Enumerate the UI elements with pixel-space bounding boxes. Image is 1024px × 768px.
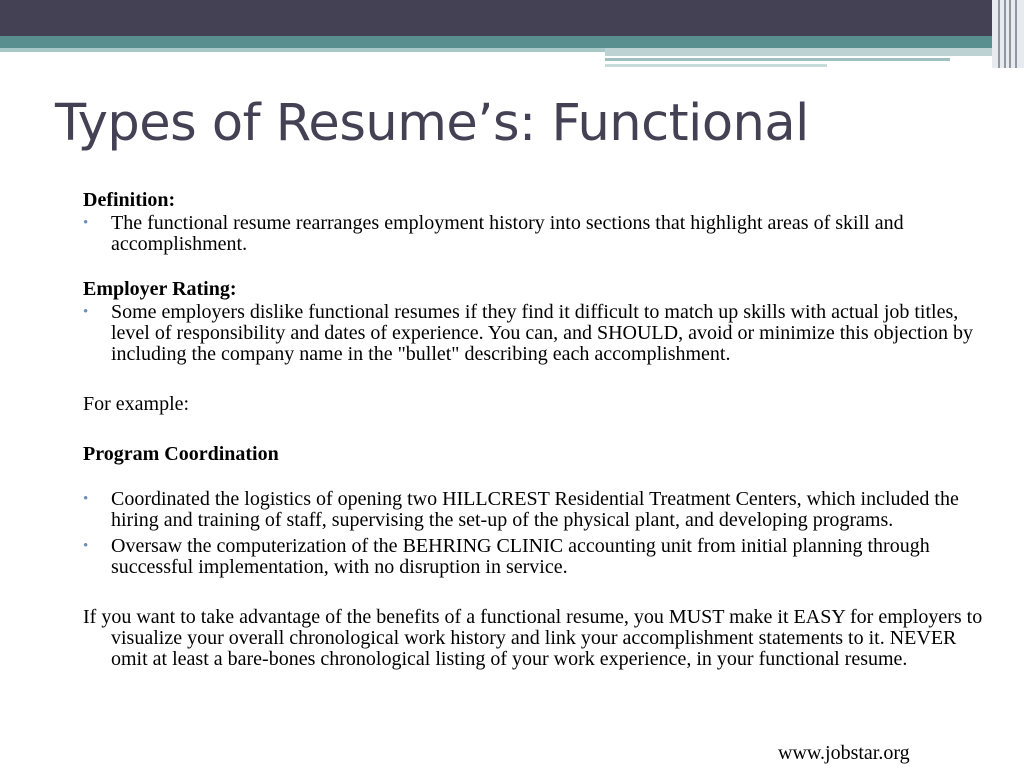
rating-bullet [83, 302, 983, 365]
slide-title: Types of Resume’s: Functional [55, 94, 809, 153]
rating-list [83, 302, 983, 365]
bullet-icon: • [83, 491, 89, 507]
header-band-light [0, 48, 605, 52]
bullet-icon: • [83, 538, 89, 554]
definition-bullet-text: The functional resume rearranges employment history into sections that highlight areas of skill and accomplishment. [111, 212, 904, 255]
slide-body [83, 190, 983, 670]
bullet-icon: • [83, 215, 89, 231]
program-list [83, 489, 983, 578]
header-band-dark [0, 0, 1024, 36]
closing-paragraph: If you want to take advantage of the benefits of a functional resume, you MUST make it EASY for employers to visualize your overall chronological work history and link your accomplishment statements to it. NEVER omit at least a bare-bones chronological listing of your work experience, in your functional resume. [83, 606, 983, 670]
rating-bullet-text: Some employers dislike functional resumes if they find it difficult to match up skills with actual job titles, level of responsibility and dates of experience. You can, and SHOULD, avoid or minimize this objection by including the company name in the "bullet" describing each accomplishment. [111, 301, 974, 365]
example-label: For example: [83, 393, 190, 415]
bullet-icon: • [83, 304, 89, 320]
program-bullet [83, 489, 983, 531]
header-accent-bar-short [605, 64, 827, 67]
definition-list [83, 213, 983, 255]
header-band-light-right [605, 48, 1024, 56]
rating-heading: Employer Rating: [83, 278, 237, 300]
program-bullet-text: Oversaw the computerization of the BEHRING CLINIC accounting unit from initial planning through successful implementation, with no disruption in service. [111, 535, 930, 578]
definition-bullet [83, 213, 983, 255]
definition-heading: Definition: [83, 189, 176, 211]
program-heading: Program Coordination [83, 443, 279, 465]
header-edge-stripes [992, 0, 1024, 68]
program-bullet [83, 536, 983, 578]
footer-source: www.jobstar.org [778, 742, 910, 764]
header-accent-bar [605, 58, 950, 61]
header-band-teal [0, 36, 1024, 48]
program-bullet-text: Coordinated the logistics of opening two HILLCREST Residential Treatment Centers, which included the hiring and training of staff, supervising the set-up of the physical plant, and developing programs. [111, 488, 959, 531]
